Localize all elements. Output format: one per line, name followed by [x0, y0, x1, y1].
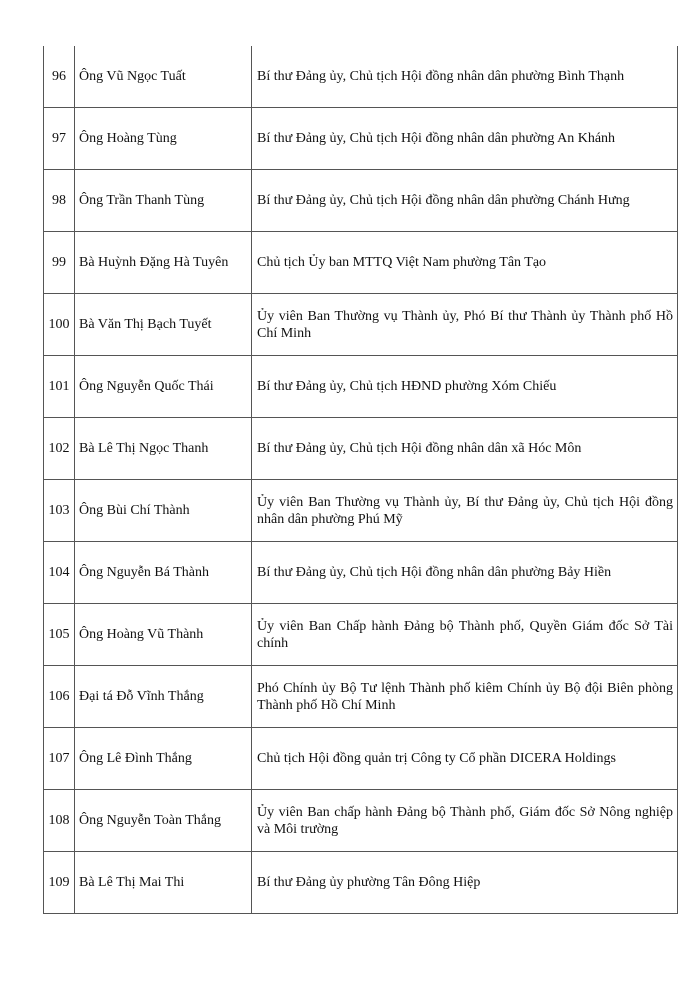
table-row	[44, 852, 678, 914]
table-row	[44, 46, 678, 108]
delegate-name: Bà Huỳnh Đặng Hà Tuyên	[75, 232, 252, 294]
delegate-name: Bà Lê Thị Mai Thi	[75, 852, 252, 914]
table-row	[44, 480, 678, 542]
delegate-name: Đại tá Đỗ Vĩnh Thắng	[75, 666, 252, 728]
row-number: 106	[44, 666, 75, 728]
delegate-name: Ông Hoàng Tùng	[75, 108, 252, 170]
delegate-name: Ông Nguyễn Quốc Thái	[75, 356, 252, 418]
delegate-position: Bí thư Đảng ủy, Chủ tịch Hội đồng nhân dân xã Hóc Môn	[252, 418, 678, 480]
table-row	[44, 294, 678, 356]
delegate-position: Bí thư Đảng ủy, Chủ tịch Hội đồng nhân dân phường Chánh Hưng	[252, 170, 678, 232]
delegate-position: Ủy viên Ban chấp hành Đảng bộ Thành phố, Giám đốc Sở Nông nghiệp và Môi trường	[252, 790, 678, 852]
delegate-position: Ủy viên Ban Chấp hành Đảng bộ Thành phố, Quyền Giám đốc Sở Tài chính	[252, 604, 678, 666]
row-number: 108	[44, 790, 75, 852]
delegate-position: Bí thư Đảng ủy, Chủ tịch Hội đồng nhân dân phường Bình Thạnh	[252, 46, 678, 108]
row-number: 96	[44, 46, 75, 108]
delegate-position: Ủy viên Ban Thường vụ Thành ủy, Bí thư Đảng ủy, Chủ tịch Hội đồng nhân dân phường Phú Mỹ	[252, 480, 678, 542]
delegate-name: Ông Lê Đình Thắng	[75, 728, 252, 790]
table-row	[44, 604, 678, 666]
row-number: 104	[44, 542, 75, 604]
delegate-name: Ông Hoàng Vũ Thành	[75, 604, 252, 666]
delegate-position: Chủ tịch Hội đồng quản trị Công ty Cổ phần DICERA Holdings	[252, 728, 678, 790]
delegate-position: Bí thư Đảng ủy phường Tân Đông Hiệp	[252, 852, 678, 914]
row-number: 100	[44, 294, 75, 356]
delegate-name: Ông Trần Thanh Tùng	[75, 170, 252, 232]
table-row	[44, 108, 678, 170]
table-row	[44, 666, 678, 728]
row-number: 109	[44, 852, 75, 914]
delegate-name: Ông Nguyễn Bá Thành	[75, 542, 252, 604]
delegate-table	[43, 46, 678, 914]
row-number: 98	[44, 170, 75, 232]
delegate-position: Bí thư Đảng ủy, Chủ tịch Hội đồng nhân dân phường An Khánh	[252, 108, 678, 170]
table-row	[44, 790, 678, 852]
delegate-position: Phó Chính ủy Bộ Tư lệnh Thành phố kiêm Chính ủy Bộ đội Biên phòng Thành phố Hồ Chí Minh	[252, 666, 678, 728]
table-row	[44, 356, 678, 418]
table-row	[44, 232, 678, 294]
table-row	[44, 418, 678, 480]
delegate-position: Bí thư Đảng ủy, Chủ tịch Hội đồng nhân dân phường Bảy Hiền	[252, 542, 678, 604]
delegate-position: Ủy viên Ban Thường vụ Thành ủy, Phó Bí thư Thành ủy Thành phố Hồ Chí Minh	[252, 294, 678, 356]
row-number: 101	[44, 356, 75, 418]
delegate-name: Ông Bùi Chí Thành	[75, 480, 252, 542]
row-number: 107	[44, 728, 75, 790]
row-number: 102	[44, 418, 75, 480]
delegate-name: Bà Lê Thị Ngọc Thanh	[75, 418, 252, 480]
delegate-position: Bí thư Đảng ủy, Chủ tịch HĐND phường Xóm Chiếu	[252, 356, 678, 418]
table-row	[44, 542, 678, 604]
table-row	[44, 728, 678, 790]
delegate-position: Chủ tịch Ủy ban MTTQ Việt Nam phường Tân Tạo	[252, 232, 678, 294]
table-row	[44, 170, 678, 232]
delegate-name: Ông Vũ Ngọc Tuất	[75, 46, 252, 108]
delegate-name: Bà Văn Thị Bạch Tuyết	[75, 294, 252, 356]
row-number: 105	[44, 604, 75, 666]
row-number: 97	[44, 108, 75, 170]
row-number: 103	[44, 480, 75, 542]
row-number: 99	[44, 232, 75, 294]
delegate-name: Ông Nguyễn Toàn Thắng	[75, 790, 252, 852]
delegate-table-body	[44, 46, 678, 914]
